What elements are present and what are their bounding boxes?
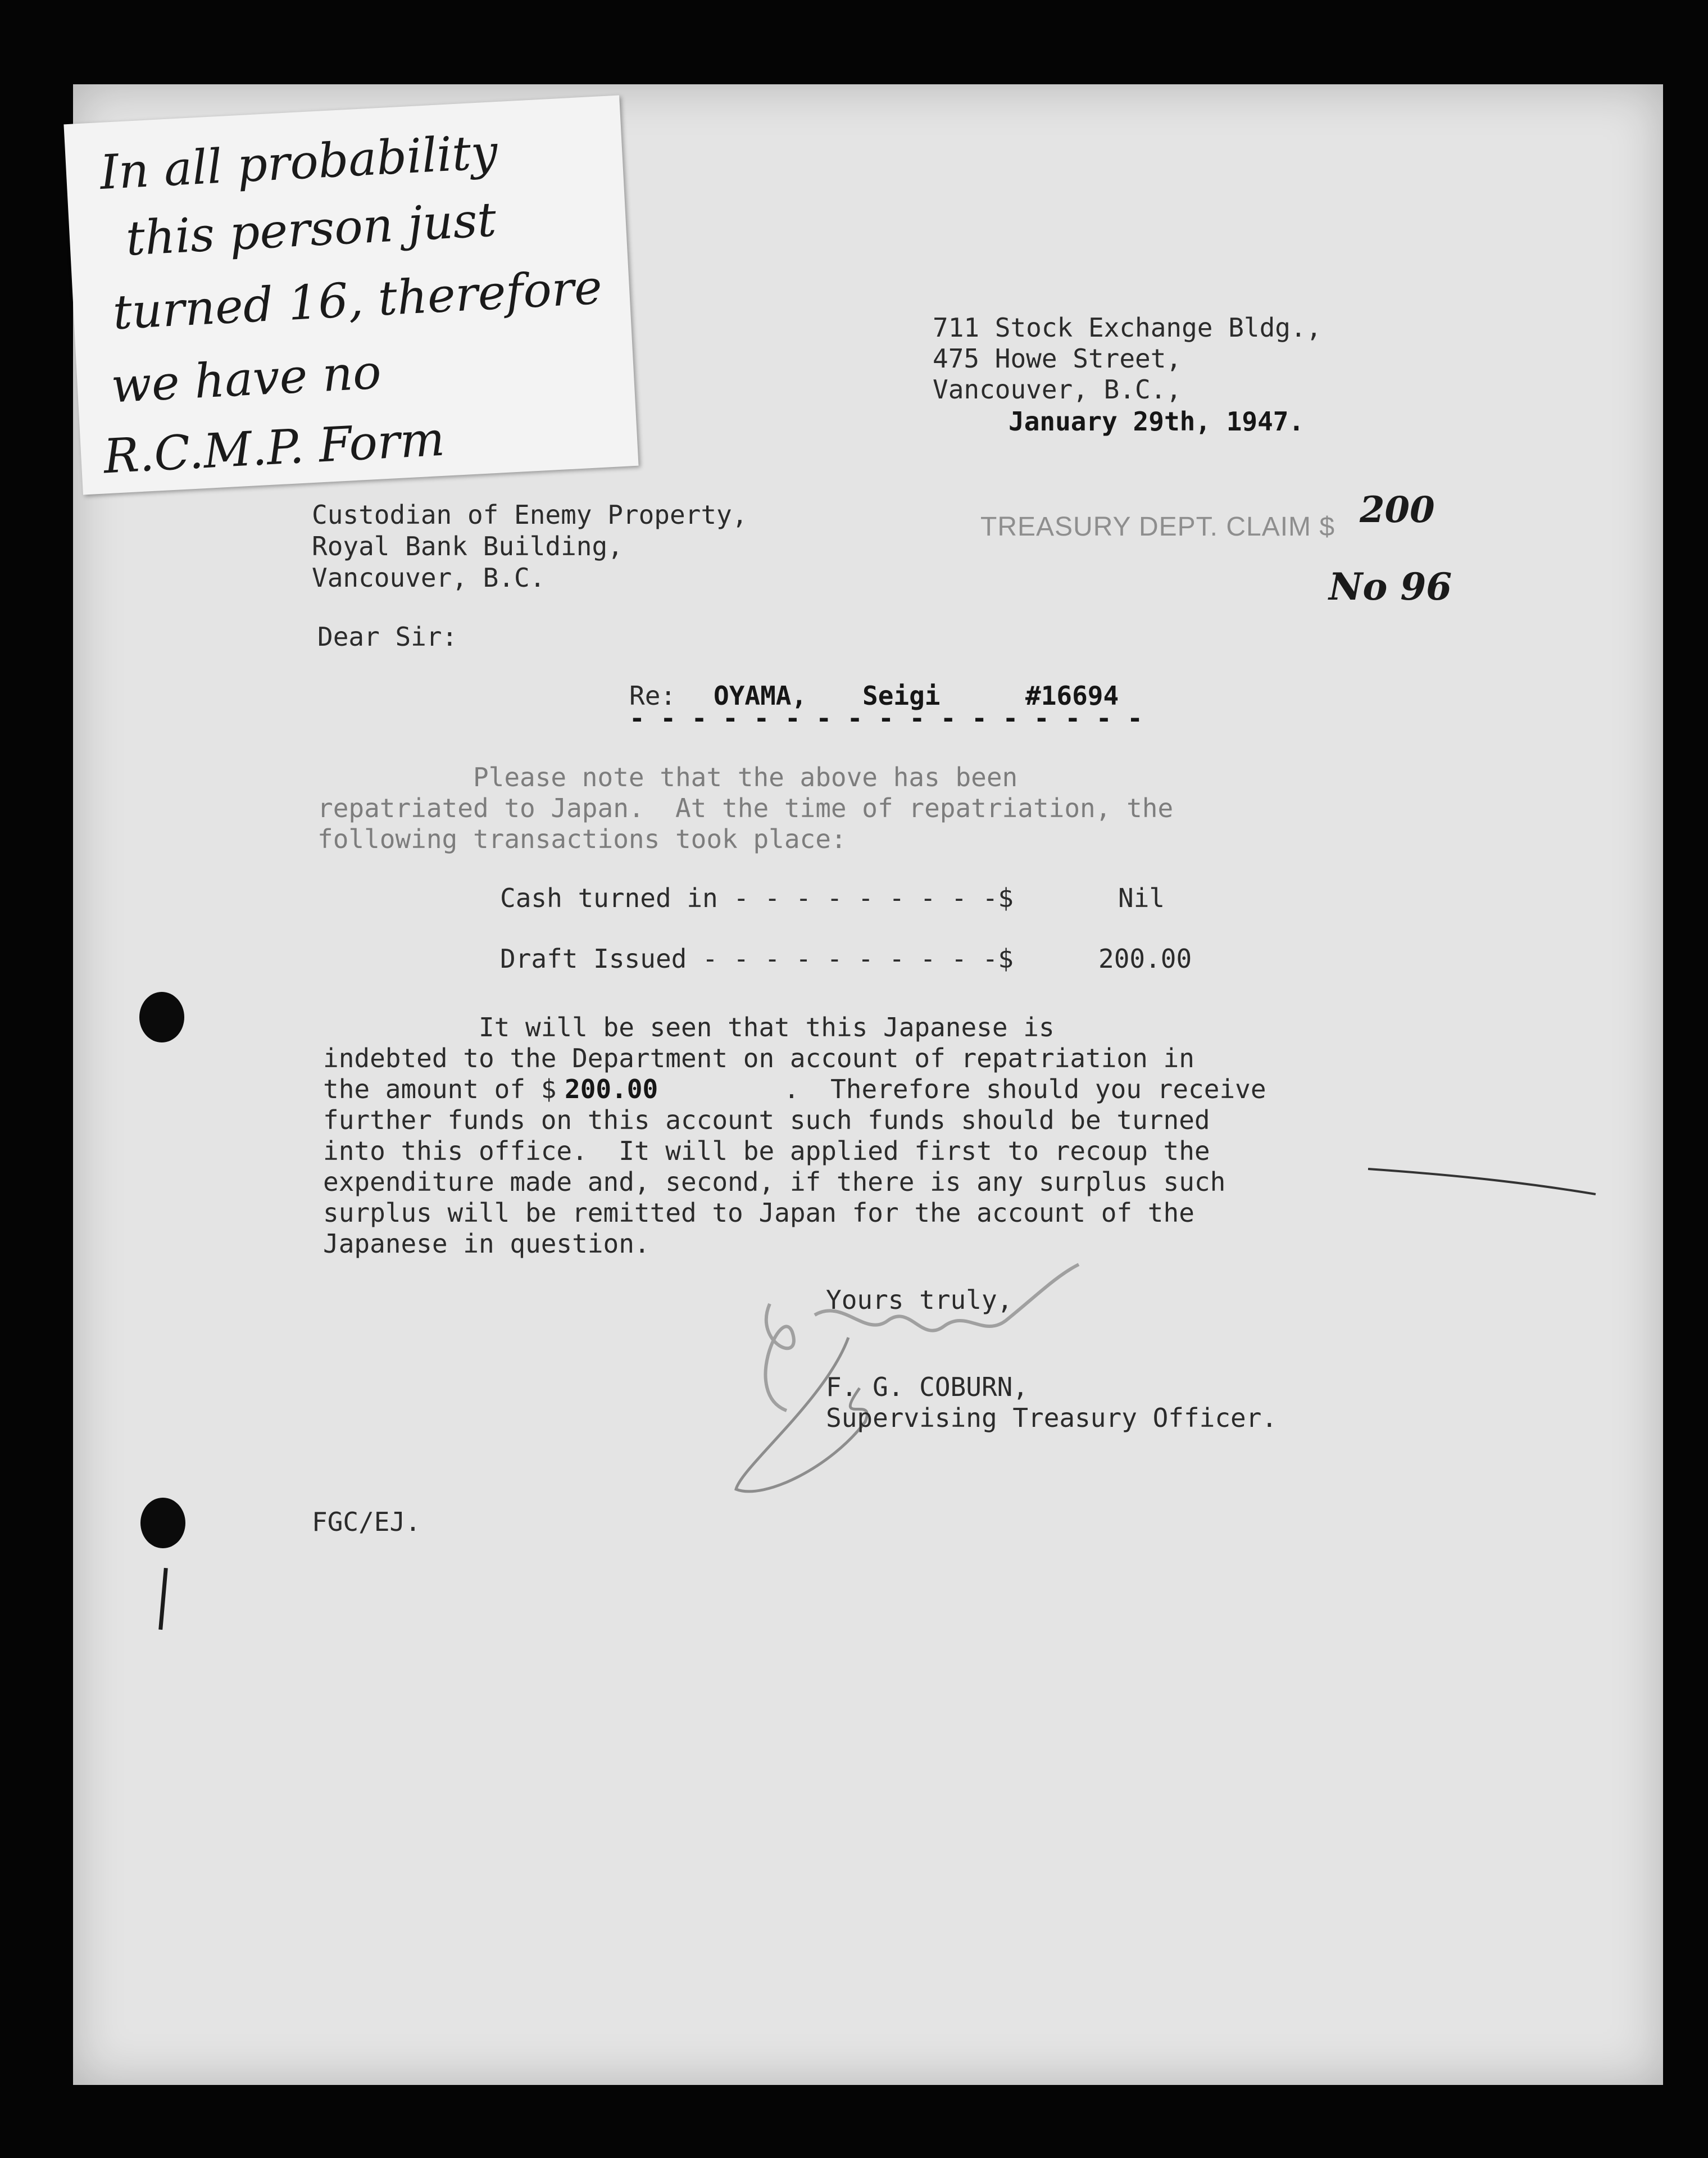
body-line: into this office. It will be applied first to recoup the — [323, 1136, 1210, 1166]
signer-name: F. G. COBURN, — [826, 1372, 1029, 1402]
body-line: . Therefore should you receive — [784, 1074, 1266, 1104]
sender-address-line: 711 Stock Exchange Bldg., — [933, 312, 1322, 343]
note-line: In all probability — [98, 124, 499, 201]
body-line: indebted to the Department on account of repatriation in — [323, 1043, 1194, 1073]
treasury-claim-stamp: TREASURY DEPT. CLAIM $ — [980, 512, 1335, 542]
body-line: Please note that the above has been — [317, 762, 1018, 792]
stamp-amount-handwritten: 200 — [1360, 489, 1435, 531]
recipient-line: Vancouver, B.C. — [312, 563, 546, 593]
indebted-amount: 200.00 — [565, 1074, 658, 1104]
body-line: expenditure made and, second, if there is any surplus such — [323, 1167, 1226, 1197]
transaction-value: 200.00 — [1098, 944, 1192, 974]
salutation: Dear Sir: — [317, 622, 458, 652]
re-prefix: Re: — [629, 681, 676, 711]
transaction-value: Nil — [1118, 883, 1165, 913]
pen-stroke-mark — [1365, 1158, 1601, 1203]
re-file-number: #16694 — [1025, 681, 1119, 711]
body-line: further funds on this account such funds should be turned — [323, 1105, 1210, 1135]
re-given-name: Seigi — [862, 681, 941, 711]
re-name: OYAMA, — [714, 681, 807, 711]
letter-date: January 29th, 1947. — [1009, 406, 1305, 437]
recipient-line: Custodian of Enemy Property, — [312, 500, 748, 530]
reference-initials: FGC/EJ. — [312, 1507, 421, 1537]
recipient-line: Royal Bank Building, — [312, 531, 623, 561]
body-line: It will be seen that this Japanese is — [323, 1012, 1055, 1042]
body-line: following transactions took place: — [317, 824, 847, 854]
note-line: we have no — [110, 344, 383, 414]
punch-hole-top — [139, 992, 184, 1042]
note-line: this person just — [124, 192, 498, 266]
handwritten-note-slip — [63, 96, 638, 495]
note-line: turned 16, therefore — [111, 259, 603, 341]
sender-address-line: Vancouver, B.C., — [933, 374, 1182, 405]
body-line: surplus will be remitted to Japan for the account of the — [323, 1198, 1194, 1228]
claim-number-handwritten: No 96 — [1329, 565, 1452, 609]
body-line: repatriated to Japan. At the time of repatriation, the — [317, 793, 1174, 823]
note-line: R.C.M.P. Form — [102, 411, 446, 484]
body-line: the amount of $ — [323, 1074, 557, 1104]
transaction-label: Cash turned in - - - - - - - - -$ — [500, 883, 1014, 913]
closing: Yours truly, — [826, 1285, 1013, 1315]
re-underline: - - - - - - - - - - - - - - - - - — [629, 703, 1143, 733]
signer-title: Supervising Treasury Officer. — [826, 1403, 1278, 1433]
transaction-label: Draft Issued - - - - - - - - - -$ — [500, 944, 1014, 974]
punch-hole-bottom — [140, 1498, 185, 1548]
body-line: Japanese in question. — [323, 1228, 650, 1259]
sender-address-line: 475 Howe Street, — [933, 343, 1182, 374]
